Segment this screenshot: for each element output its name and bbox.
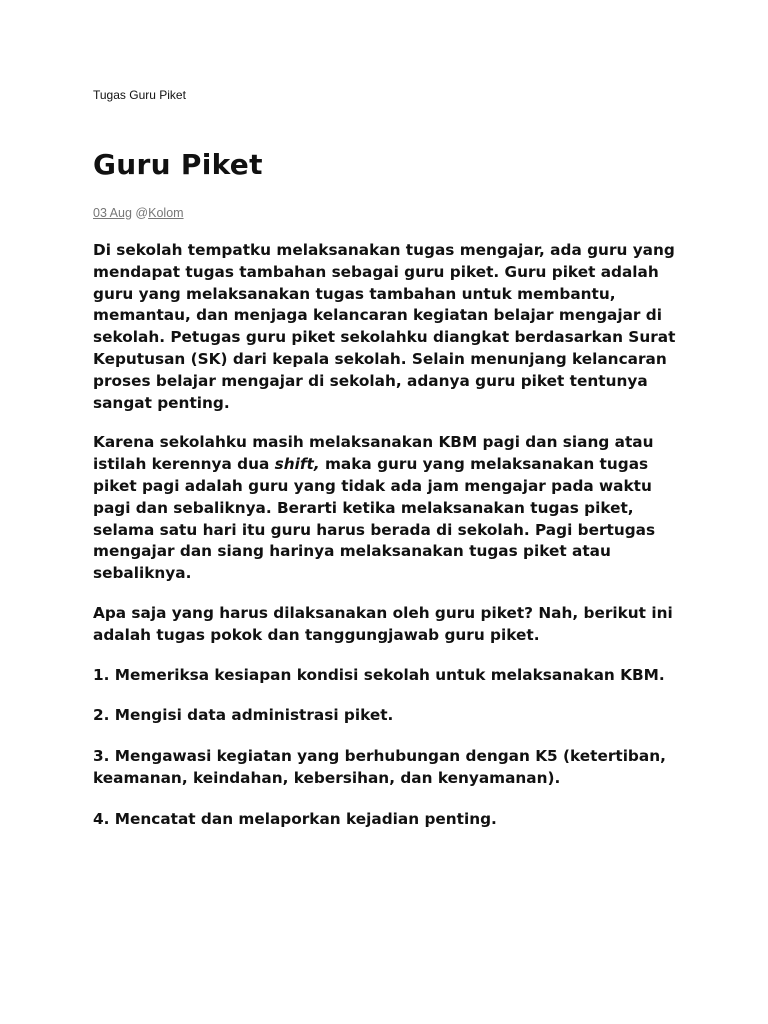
list-item: 4. Mencatat dan melaporkan kejadian penting. — [93, 809, 497, 828]
post-meta — [93, 206, 184, 220]
list-item: 1. Memeriksa kesiapan kondisi sekolah untuk melaksanakan KBM. — [93, 665, 665, 684]
post-date-link[interactable]: 03 Aug — [93, 206, 132, 220]
post-title: Guru Piket — [93, 148, 263, 181]
shift-emphasis: shift, — [274, 455, 320, 474]
paragraph-shift — [93, 432, 683, 585]
paragraph-shift-before: Karena sekolahku masih melaksanakan KBM pagi dan siang atau istilah kerennya dua — [93, 433, 654, 474]
paragraph-shift-after: maka guru yang melaksanakan tugas piket pagi adalah guru yang tidak ada jam mengajar pada waktu pagi dan sebaliknya. Berarti ketika melaksanakan tugas piket, selama satu hari itu guru harus berada di sekolah. Pagi bertugas mengajar dan siang harinya melaksanakan tugas piket atau sebaliknya. — [93, 455, 656, 583]
author-link[interactable]: Kolom — [148, 206, 184, 220]
list-item: 3. Mengawasi kegiatan yang berhubungan dengan K5 (ketertiban, keamanan, keindahan, kebersihan, dan kenyamanan). — [93, 747, 666, 787]
paragraph-question: Apa saja yang harus dilaksanakan oleh guru piket? Nah, berikut ini adalah tugas pokok dan tanggungjawab guru piket. — [93, 603, 673, 644]
site-title: Tugas Guru Piket — [93, 88, 186, 102]
post-body — [93, 240, 683, 850]
author-prefix: @ — [135, 206, 149, 220]
list-item: 2. Mengisi data administrasi piket. — [93, 706, 394, 725]
paragraph-intro: Di sekolah tempatku melaksanakan tugas mengajar, ada guru yang mendapat tugas tambahan sebagai guru piket. Guru piket adalah guru yang melaksanakan tugas tambahan untuk membantu, memantau, dan menjaga kelancaran kegiatan belajar mengajar di sekolah. Petugas guru piket sekolahku diangkat berdasarkan Surat Keputusan (SK) dari kepala sekolah. Selain menunjang kelancaran proses belajar mengajar di sekolah, adanya guru piket tentunya sangat penting. — [93, 241, 676, 412]
